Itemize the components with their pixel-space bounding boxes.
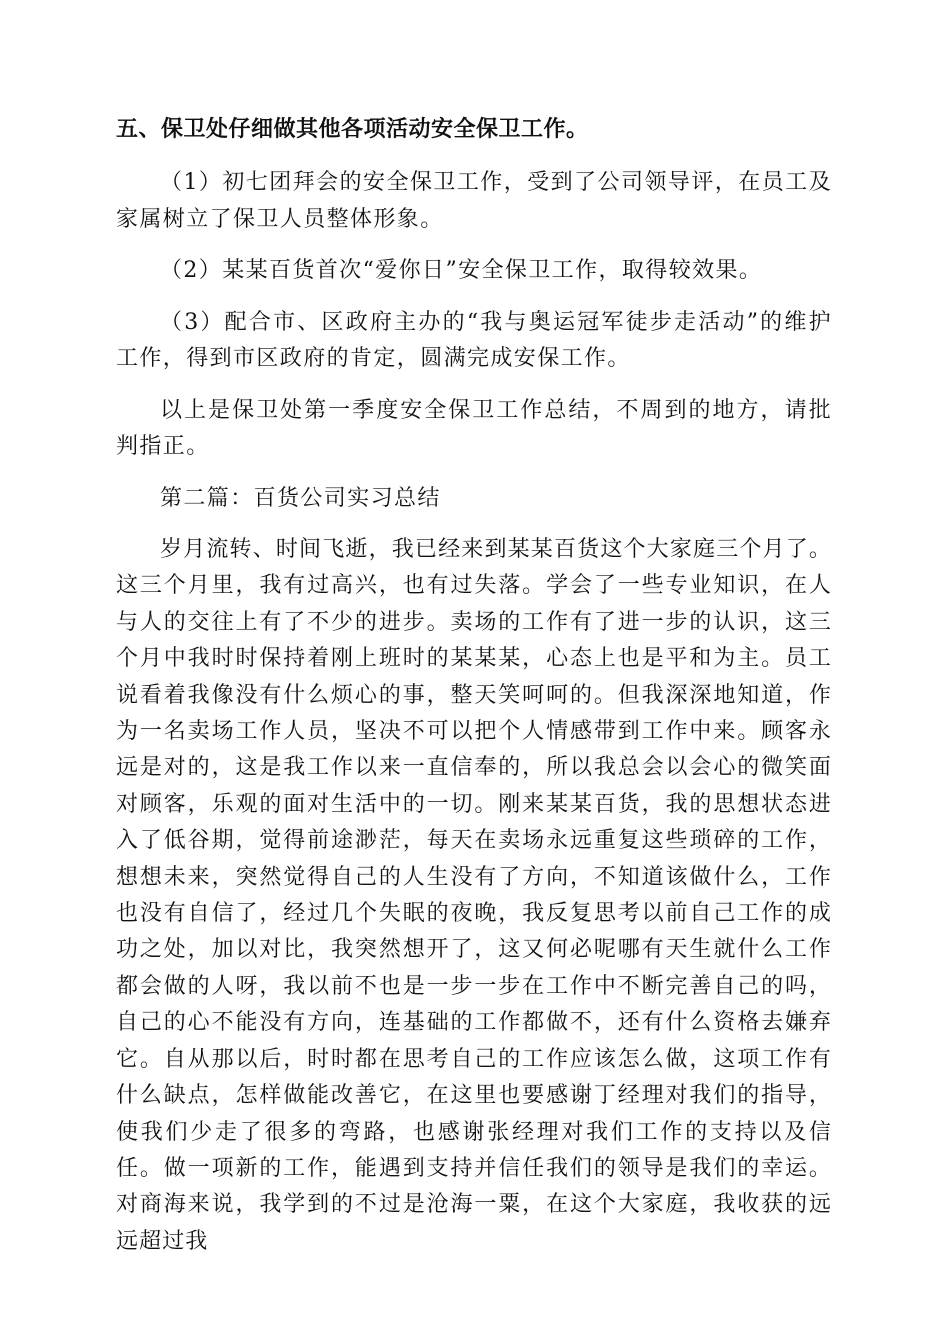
document-page [116,108,832,1275]
section-title: 第二篇：百货公司实习总结 [160,485,441,511]
list-item: （1）初七团拜会的安全保卫工作，受到了公司领导评，在员工及家属树立了保卫人员整体形象。 [116,170,832,232]
list-item: （3）配合市、区政府主办的“我与奥运冠军徒步走活动”的维护工作，得到市区政府的肯定，圆满完成安保工作。 [116,309,832,371]
closing-paragraph: 以上是保卫处第一季度安全保卫工作总结，不周到的地方，请批判指正。 [116,397,832,459]
body-paragraph: 岁月流转、时间飞逝，我已经来到某某百货这个大家庭三个月了。这三个月里，我有过高兴，也有过失落。学会了一些专业知识，在人与人的交往上有了不少的进步。卖场的工作有了进一步的认识，这三个月中我时时保持着刚上班时的某某某，心态上也是平和为主。员工说看着我像没有什么烦心的事，整天笑呵呵的。但我深深地知道，作为一名卖场工作人员，坚决不可以把个人情感带到工作中来。顾客永远是对的，这是我工作以来一直信奉的，所以我总会以会心的微笑面对顾客，乐观的面对生活中的一切。刚来某某百货，我的思想状态进入了低谷期，觉得前途渺茫，每天在卖场永远重复这些琐碎的工作，想想未来，突然觉得自己的人生没有了方向，不知道该做什么，工作也没有自信了，经过几个失眠的夜晚，我反复思考以前自己工作的成功之处，加以对比，我突然想开了，这又何必呢哪有天生就什么工作都会做的人呀，我以前不也是一步一步在工作中不断完善自己的吗，自己的心不能没有方向，连基础的工作都做不，还有什么资格去嫌弃它。自从那以后，时时都在思考自己的工作应该怎么做，这项工作有什么缺点，怎样做能改善它，在这里也要感谢丁经理对我们的指导，使我们少走了很多的弯路，也感谢张经理对我们工作的支持以及信任。做一项新的工作，能遇到支持并信任我们的领导是我们的幸运。对商海来说，我学到的不过是沧海一粟，在这个大家庭，我收获的远远超过我 [116,537,832,1254]
section-heading: 五、保卫处仔细做其他各项活动安全保卫工作。 [116,117,589,142]
list-item: （2）某某百货首次“爱你日”安全保卫工作，取得较效果。 [160,258,763,283]
